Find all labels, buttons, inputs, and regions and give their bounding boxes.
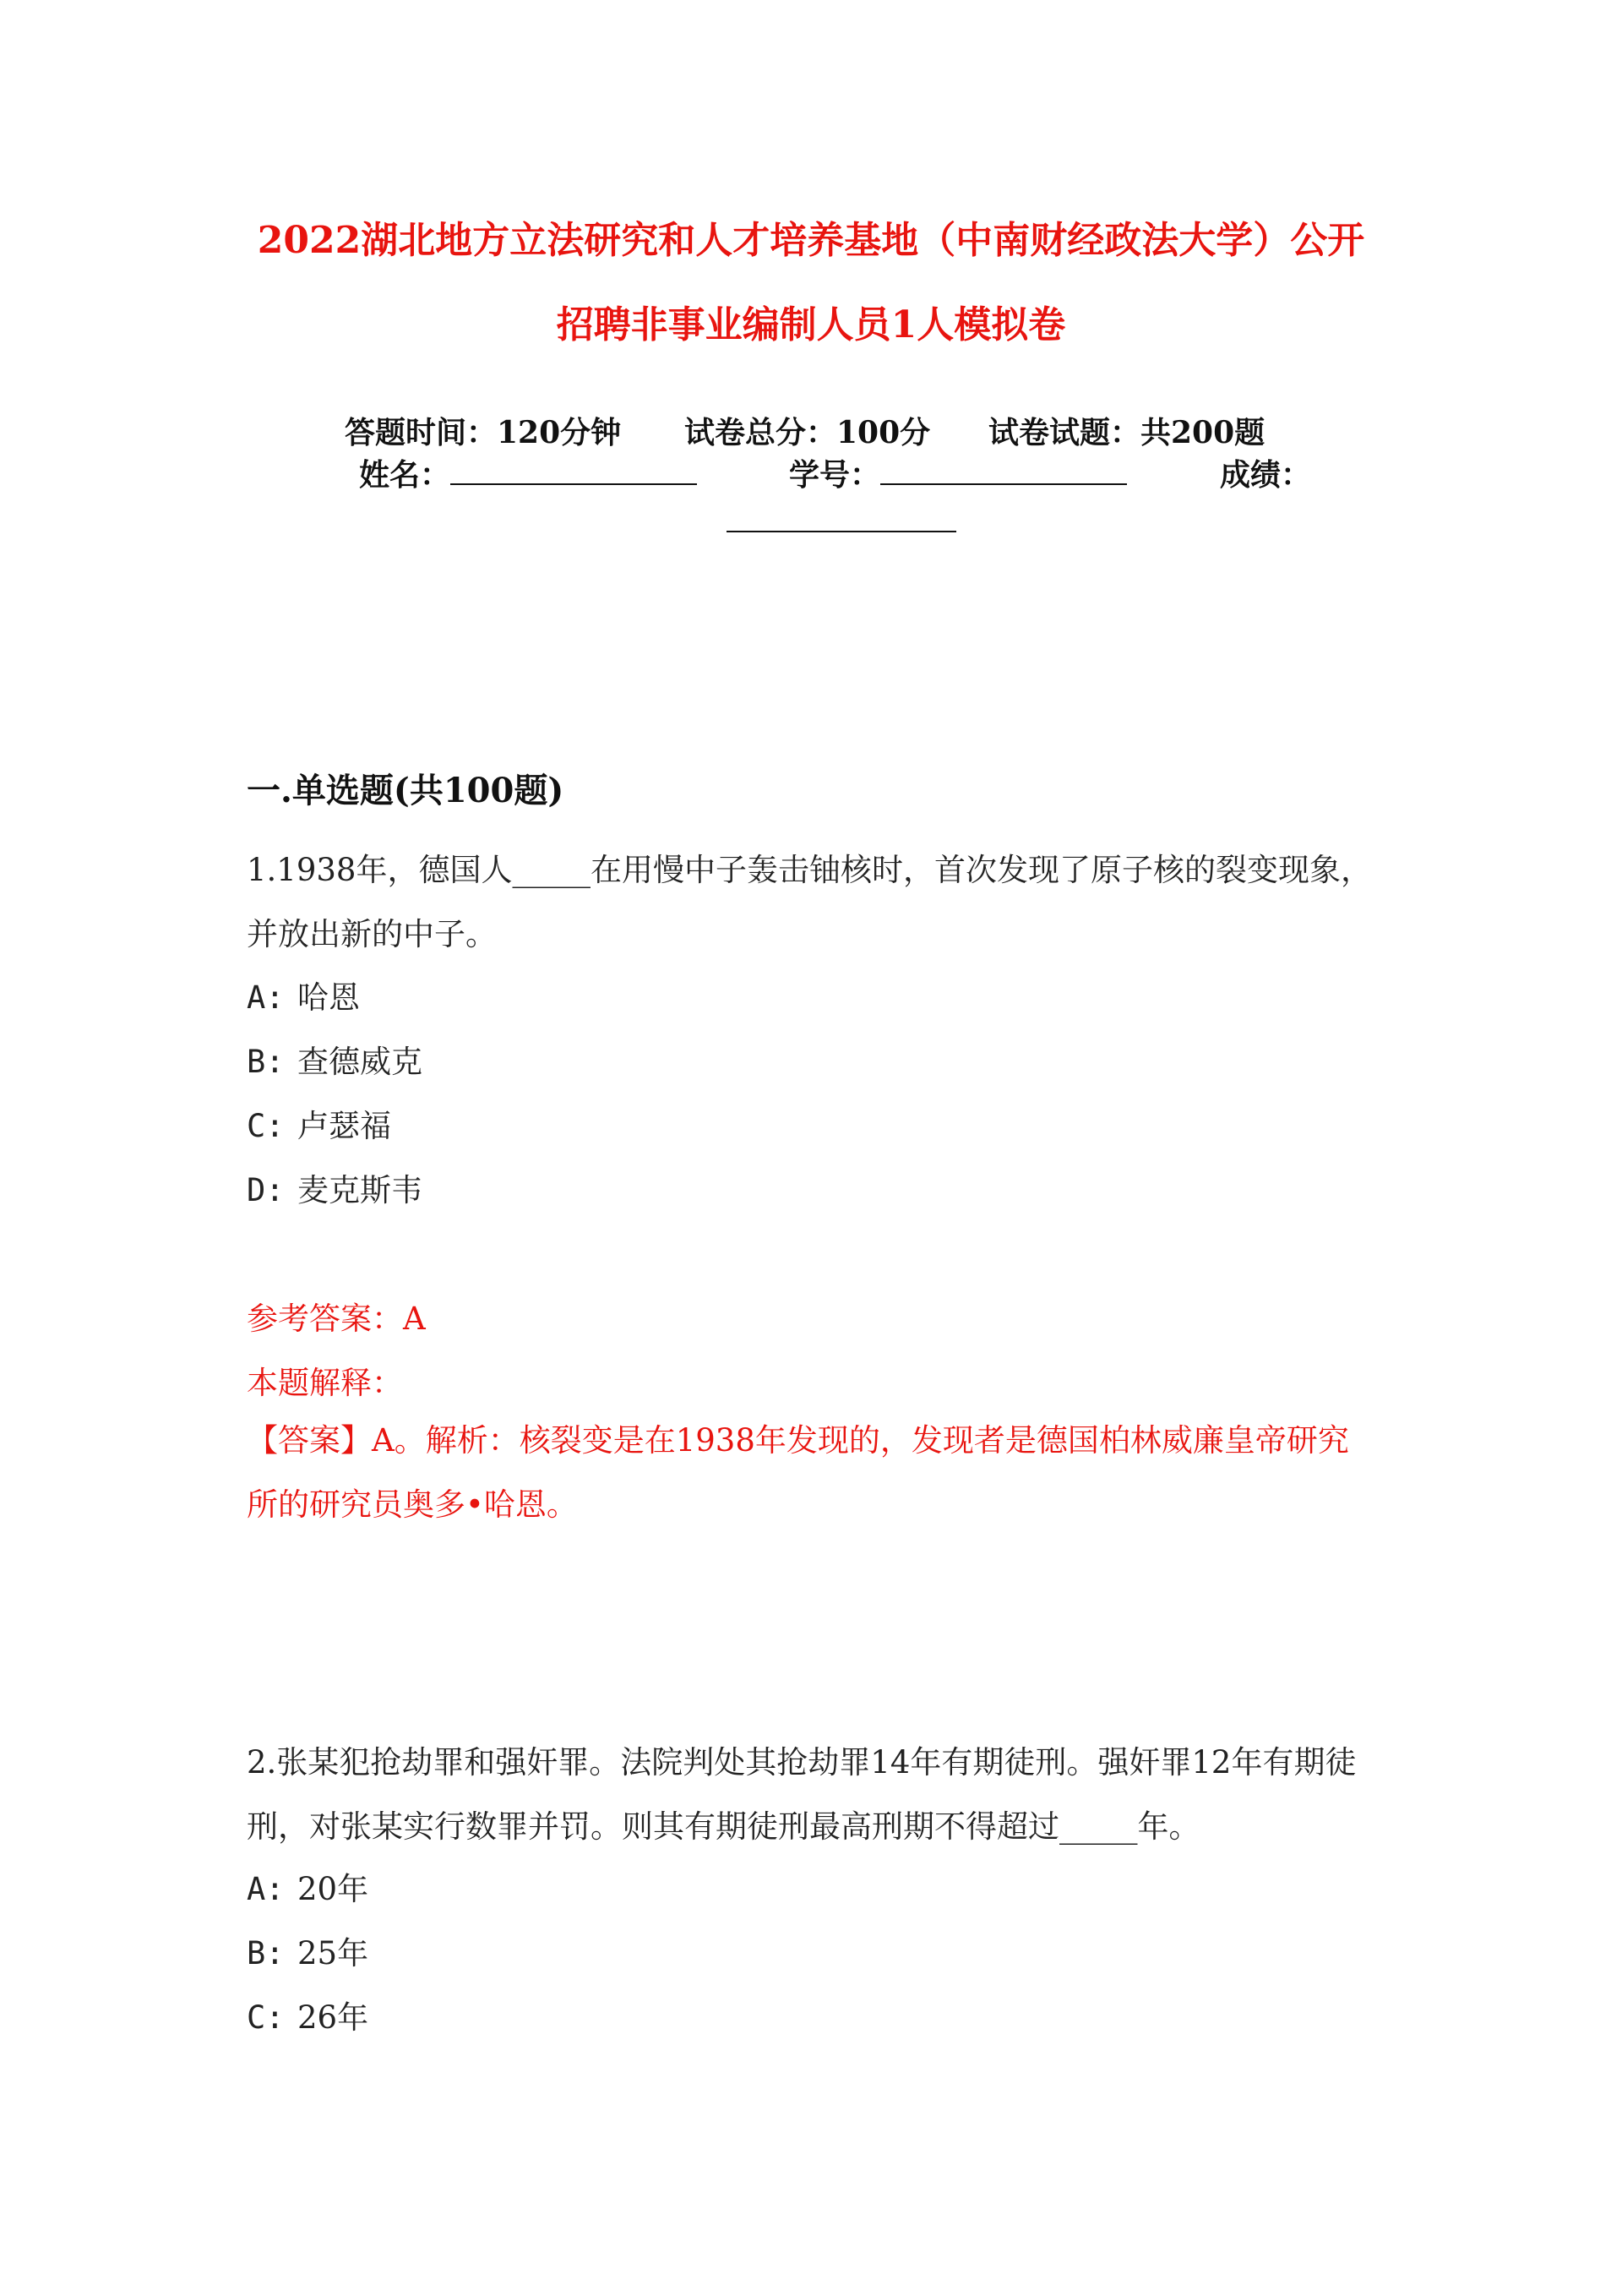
option-text: 哈恩	[297, 979, 360, 1016]
option-text: 20年	[297, 1871, 369, 1907]
grade-blank[interactable]	[727, 531, 956, 532]
question-2-option-b[interactable]	[247, 1930, 368, 1977]
option-letter: A:	[247, 979, 285, 1016]
option-text: 25年	[297, 1935, 369, 1972]
page-title-line1: 2022湖北地方立法研究和人才培养基地（中南财经政法大学）公开	[257, 219, 1365, 262]
question-1-explanation-label: 本题解释：	[247, 1365, 403, 1401]
question-1-option-d[interactable]	[247, 1167, 422, 1214]
option-letter: C:	[247, 1999, 285, 2036]
option-text: 卢瑟福	[297, 1108, 391, 1144]
name-blank[interactable]	[450, 455, 697, 485]
question-2-option-a[interactable]	[247, 1866, 368, 1913]
option-letter: D:	[247, 1172, 285, 1208]
student-id-blank[interactable]	[880, 455, 1127, 485]
page-title-line2: 招聘非事业编制人员1人模拟卷	[556, 303, 1066, 346]
option-text: 麦克斯韦	[297, 1172, 422, 1208]
question-2-option-c[interactable]	[247, 1994, 368, 2042]
question-1-option-c[interactable]	[247, 1103, 391, 1150]
exam-total-score: 试卷总分：100分	[684, 415, 931, 450]
question-1-explanation: 【答案】A。解析：核裂变是在1938年发现的，发现者是德国柏林威廉皇帝研究所的研究员奥多•哈恩。	[247, 1422, 1349, 1523]
exam-question-count: 试卷试题：共200题	[988, 415, 1265, 450]
section-heading: 一.单选题(共100题)	[247, 771, 564, 810]
student-id-label: 学号：	[789, 457, 881, 493]
question-1-answer: 参考答案：A	[247, 1301, 426, 1337]
option-text: 26年	[297, 1999, 369, 2036]
question-1-option-a[interactable]	[247, 974, 360, 1022]
student-id-field[interactable]	[789, 455, 1127, 495]
name-field[interactable]	[359, 455, 697, 495]
question-1-option-b[interactable]	[247, 1039, 422, 1086]
option-text: 查德威克	[297, 1044, 422, 1080]
option-letter: C:	[247, 1108, 285, 1144]
question-2-stem: 2.张某犯抢劫罪和强奸罪。法院判处其抢劫罪14年有期徒刑。强奸罪12年有期徒刑，对张某实行数罪并罚。则其有期徒刑最高刑期不得超过_____年。	[247, 1744, 1357, 1845]
option-letter: B:	[247, 1935, 285, 1972]
name-label: 姓名：	[359, 457, 451, 493]
grade-label: 成绩：	[1220, 457, 1312, 493]
question-1-stem: 1.1938年，德国人_____在用慢中子轰击铀核时，首次发现了原子核的裂变现象，并放出新的中子。	[247, 852, 1372, 952]
exam-time: 答题时间：120分钟	[345, 415, 622, 450]
option-letter: A:	[247, 1871, 285, 1907]
option-letter: B:	[247, 1044, 285, 1080]
